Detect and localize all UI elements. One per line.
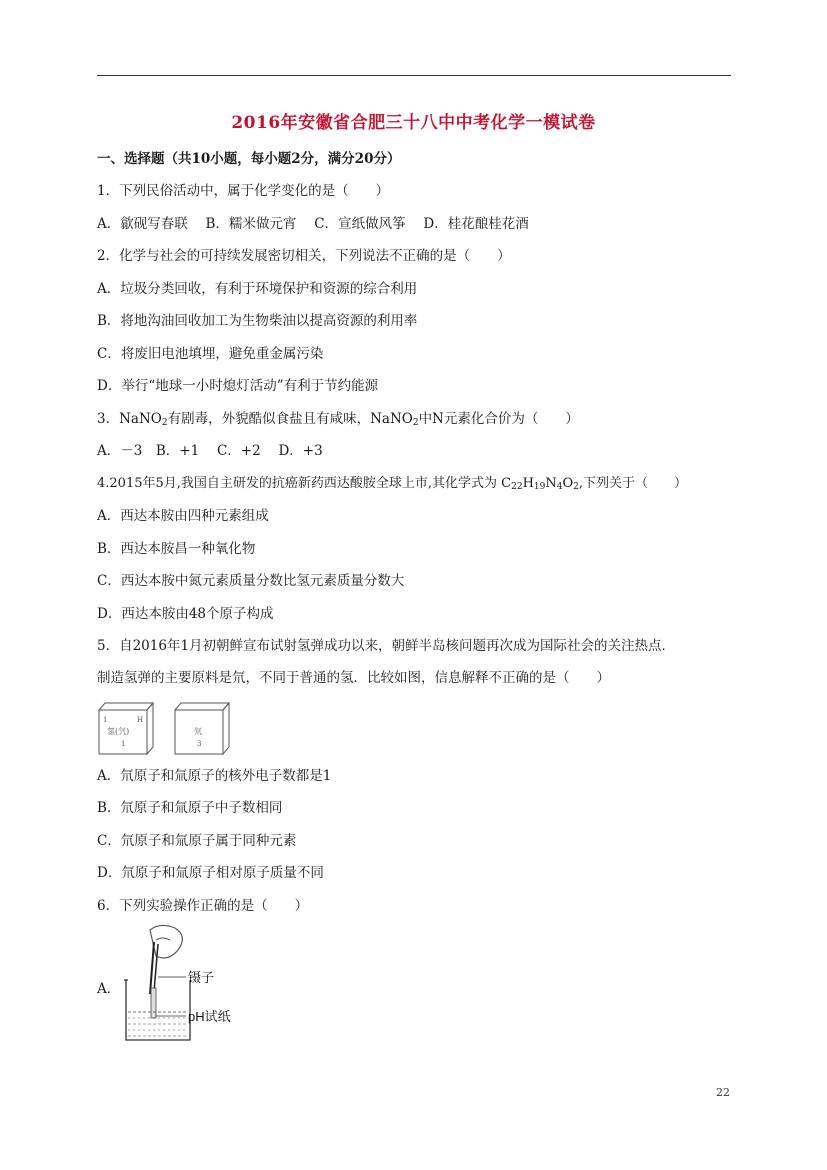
isotope-cubes-figure: [97, 700, 247, 756]
q2-option-c: C．将废旧电池填埋，避免重金属污染: [97, 346, 324, 362]
svg-text:氘: 氘: [194, 727, 202, 736]
q2-option-d: D．举行“地球一小时熄灯活动”有利于节约能源: [97, 378, 379, 394]
q5-option-d: D．氘原子和氚原子相对原子质量不同: [97, 865, 324, 881]
q3-stem: 3．NaNO$_2$有剧毒，外貌酷似食盐且有咸味，NaNO$_2$中N元素化合价为（ ）: [97, 411, 579, 428]
q5-stem-line1: 5．自2016年1月初朝鲜宣布试射氢弹成功以来，朝鲜半岛核问题再次成为国际社会的关注热点．: [97, 638, 676, 654]
ph-test-figure: [120, 922, 240, 1042]
q1-options: A．歙砚写春联 B．糯米做元宵 C．宣纸做风筝 D．桂花酿桂花酒: [97, 216, 529, 232]
q3-options: A．－3 B．+1 C．+2 D．+3: [97, 443, 323, 459]
q6-stem: 6．下列实验操作正确的是（ ）: [97, 898, 309, 914]
page-number: 22: [716, 1086, 730, 1099]
svg-text:3: 3: [197, 740, 202, 748]
ph-paper-label: pH试纸: [188, 1009, 231, 1024]
header-rule: [97, 75, 731, 76]
ph-paper-icon: [151, 988, 156, 1018]
q2-option-b: B．将地沟油回收加工为生物柴油以提高资源的利用率: [97, 313, 418, 329]
deuterium-cube: [175, 703, 229, 754]
q2-option-a: A．垃圾分类回收，有利于环境保护和资源的综合利用: [97, 281, 418, 297]
q6-option-a-label: A．: [97, 981, 121, 997]
page-title: 2016年安徽省合肥三十八中中考化学一模试卷: [231, 113, 596, 133]
svg-text:氢(氕): 氢(氕): [107, 727, 130, 736]
section-heading: 一、选择题（共10小题，每小题2分，满分20分）: [97, 151, 401, 167]
q5-option-c: C．氘原子和氚原子属于同种元素: [97, 833, 297, 849]
hand-icon: [150, 925, 182, 958]
q5-option-a: A．氘原子和氚原子的核外电子数都是1: [97, 768, 332, 784]
beaker-icon: [126, 980, 190, 1040]
tweezers-icon: [150, 942, 154, 994]
q4-option-c: C．西达本胺中氮元素质量分数比氢元素质量分数大: [97, 573, 405, 589]
svg-text:H: H: [137, 716, 144, 724]
q4-option-a: A．西达本胺由四种元素组成: [97, 508, 269, 524]
q5-stem-line2: 制造氢弹的主要原料是氘，不同于普通的氢．比较如图，信息解释不正确的是（ ）: [97, 670, 610, 686]
q4-option-b: B．西达本胺昌一种氧化物: [97, 541, 256, 557]
svg-text:1: 1: [121, 740, 126, 748]
q2-stem: 2．化学与社会的可持续发展密切相关，下列说法不正确的是（ ）: [97, 248, 511, 264]
q1-stem: 1．下列民俗活动中，属于化学变化的是（ ）: [97, 183, 390, 199]
svg-text:1: 1: [103, 716, 108, 724]
q4-stem: 4.2015年5月,我国自主研发的抗癌新药西达酸胺全球上市,其化学式为 $C_{22}H_{19}N_4O_2$,下列关于（ ）: [97, 476, 688, 492]
q4-option-d: D．西达本胺由48个原子构成: [97, 606, 274, 622]
q5-option-b: B．氘原子和氚原子中子数相同: [97, 800, 283, 816]
tweezers-label: 镊子: [188, 970, 215, 985]
